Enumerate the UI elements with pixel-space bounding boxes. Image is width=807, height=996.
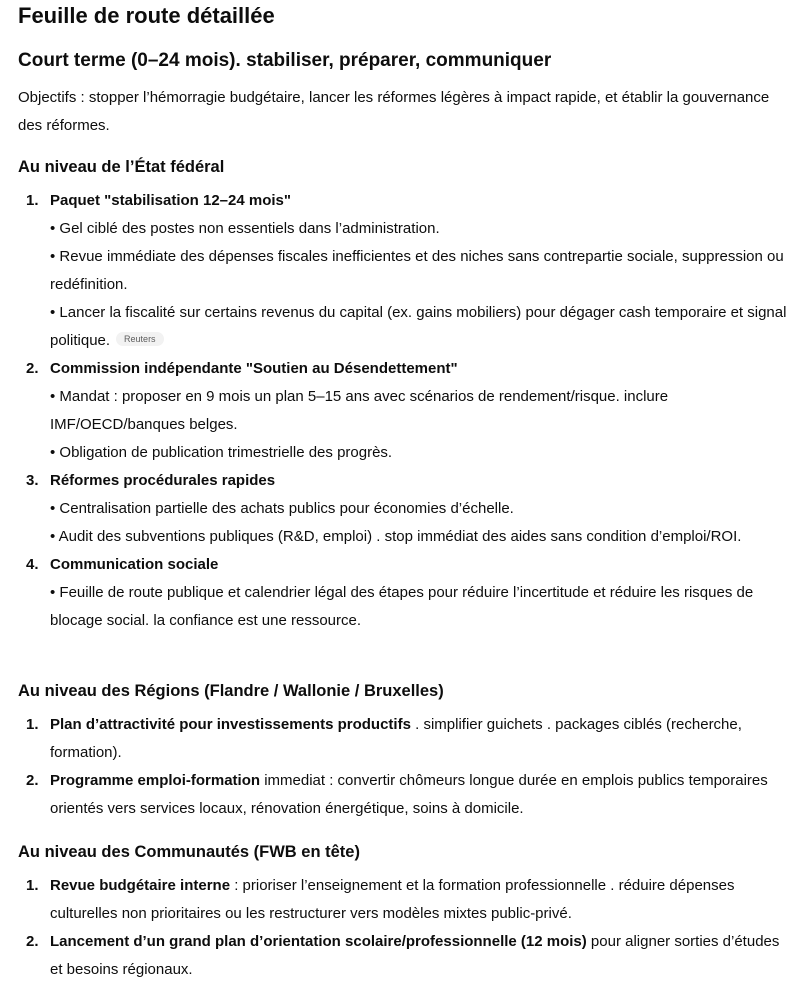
- item-title: Revue budgétaire interne: [50, 877, 231, 894]
- item-title: Programme emploi-formation: [50, 772, 261, 789]
- list-item: [18, 467, 793, 551]
- communities-heading: Au niveau des Communautés (FWB en tête): [18, 843, 360, 861]
- list-item: [18, 767, 793, 823]
- item-title: Lancement d’un grand plan d’orientation scolaire/professionnelle (12 mois): [50, 933, 587, 950]
- section-intro: Objectifs : stopper l’hémorragie budgétaire, lancer les réformes légères à impact rapide, et établir la gouvernance des réformes.: [18, 89, 770, 134]
- item-bullet: • Obligation de publication trimestrielle des progrès.: [50, 444, 393, 461]
- list-item: [18, 928, 793, 984]
- item-bullet: • Audit des subventions publiques (R&D, emploi) . stop immédiat des aides sans condition d’emploi/ROI.: [50, 528, 742, 545]
- section-heading: Court terme (0–24 mois). stabiliser, préparer, communiquer: [18, 50, 552, 71]
- item-number: 2.: [26, 772, 39, 789]
- page-title: Feuille de route détaillée: [18, 3, 275, 28]
- item-number: 1.: [26, 716, 39, 733]
- item-number: 1.: [26, 192, 39, 209]
- item-text: pour aligner sorties d’études et besoins régionaux.: [50, 933, 780, 978]
- item-bullet: • Revue immédiate des dépenses fiscales inefficientes et des niches sans contrepartie sociale, suppression ou redéfinition.: [50, 248, 784, 293]
- item-number: 3.: [26, 472, 39, 489]
- item-text: : prioriser l’enseignement et la formation professionnelle . réduire dépenses culturelles non prioritaires ou les restructurer vers modèles mixtes public-privé.: [50, 877, 735, 922]
- item-title: Commission indépendante "Soutien au Désendettement": [50, 360, 458, 377]
- source-badge[interactable]: Reuters: [116, 332, 164, 346]
- item-bullet: • Feuille de route publique et calendrier légal des étapes pour réduire l’incertitude et réduire les risques de blocage social. la confiance est une ressource.: [50, 584, 754, 629]
- federal-list: [18, 187, 793, 635]
- item-bullet: • Gel ciblé des postes non essentiels dans l’administration.: [50, 220, 440, 237]
- item-number: 4.: [26, 556, 39, 573]
- item-text: immediat : convertir chômeurs longue durée en emplois publics temporaires orientés vers services locaux, rénovation énergétique, soins à domicile.: [50, 772, 768, 817]
- regions-list: [18, 711, 793, 823]
- item-bullet: • Centralisation partielle des achats publics pour économies d’échelle.: [50, 500, 514, 517]
- item-number: 2.: [26, 360, 39, 377]
- item-title: Plan d’attractivité pour investissements productifs: [50, 716, 411, 733]
- list-item: [18, 872, 793, 928]
- regions-heading: Au niveau des Régions (Flandre / Wallonie / Bruxelles): [18, 682, 444, 700]
- item-number: 1.: [26, 877, 39, 894]
- item-title: Communication sociale: [50, 556, 219, 573]
- federal-heading: Au niveau de l’État fédéral: [18, 158, 225, 176]
- item-title: Réformes procédurales rapides: [50, 472, 276, 489]
- communities-list: [18, 872, 793, 984]
- list-item: [18, 551, 793, 635]
- item-bullet-text: • Lancer la fiscalité sur certains revenus du capital (ex. gains mobiliers) pour dégager cash temporaire et signal politique.: [50, 304, 787, 349]
- item-number: 2.: [26, 933, 39, 950]
- list-item: [18, 711, 793, 767]
- list-item: [18, 355, 793, 467]
- list-item: [18, 187, 793, 355]
- item-bullet: • Mandat : proposer en 9 mois un plan 5–15 ans avec scénarios de rendement/risque. inclure IMF/OECD/banques belges.: [50, 388, 669, 433]
- item-title: Paquet "stabilisation 12–24 mois": [50, 192, 291, 209]
- item-bullet: [50, 299, 793, 355]
- item-text: . simplifier guichets . packages ciblés (recherche, formation).: [50, 716, 742, 761]
